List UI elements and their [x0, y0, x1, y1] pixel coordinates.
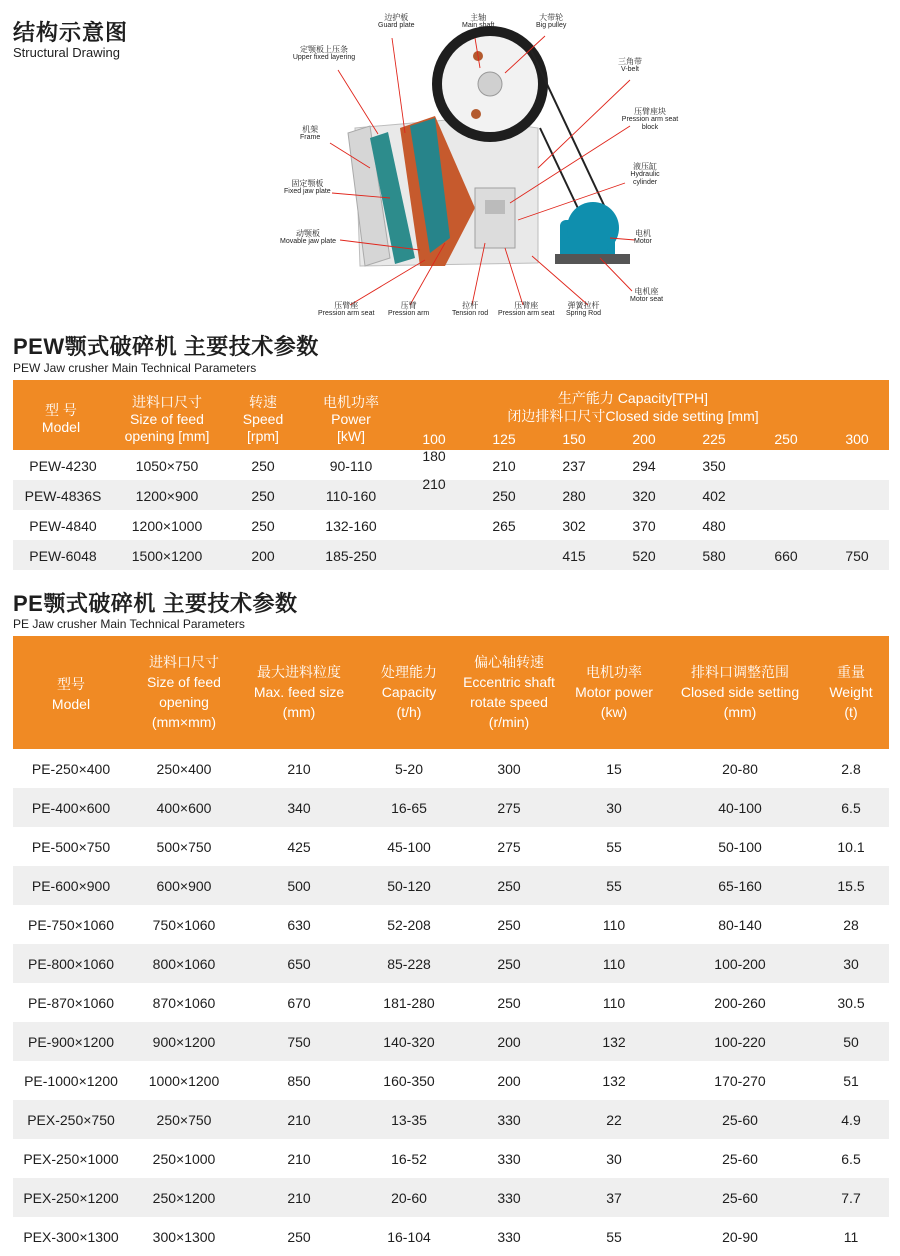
pe-cell-max-feed: 500 — [287, 878, 311, 894]
pe-cell-max-feed: 850 — [287, 1073, 311, 1089]
pew-cell-c100: 180 — [422, 448, 446, 464]
pe-cell-feed: 300×1300 — [152, 1229, 216, 1245]
pew-head-gap-125: 125 — [492, 431, 516, 447]
pe-row — [13, 749, 889, 788]
pe-cell-feed: 750×1060 — [152, 917, 216, 933]
pe-cell-motor-power: 37 — [606, 1190, 622, 1206]
pe-cell-max-feed: 250 — [287, 1229, 311, 1245]
label-fixed-jaw-plate: 固定颚板 Fixed jaw plate — [284, 179, 331, 195]
pe-cell-feed: 250×1200 — [152, 1190, 216, 1206]
pe-cell-speed: 300 — [497, 761, 521, 777]
motor-seat-shape — [555, 254, 630, 264]
pe-row — [13, 788, 889, 827]
pew-cell-c225: 580 — [702, 548, 726, 564]
pe-cell-closed-side: 80-140 — [718, 917, 762, 933]
pe-cell-speed: 200 — [497, 1034, 521, 1050]
pe-cell-closed-side: 20-90 — [722, 1229, 758, 1245]
label-guard-plate: 边护板 Guard plate — [378, 13, 415, 29]
pe-table-header — [13, 636, 889, 749]
pe-cell-motor-power: 55 — [606, 1229, 622, 1245]
pe-cell-model: PE-800×1060 — [27, 956, 115, 972]
jaw-crusher-diagram — [270, 8, 690, 326]
pe-row — [13, 1100, 889, 1139]
pe-cell-weight: 2.8 — [841, 761, 861, 777]
pe-cell-speed: 330 — [497, 1190, 521, 1206]
pew-cell-speed: 250 — [251, 488, 275, 504]
pew-cell-feed: 1050×750 — [135, 458, 199, 474]
pe-cell-closed-side: 50-100 — [718, 839, 762, 855]
pew-row — [13, 540, 889, 570]
pe-row — [13, 1061, 889, 1100]
pe-cell-max-feed: 340 — [287, 800, 311, 816]
pew-table — [13, 380, 889, 570]
pe-head-eccentric: 偏心轴转速 Eccentric shaft rotate speed (r/min) — [463, 654, 555, 730]
pew-head-closed-side: 闭边排料口尺寸Closed side setting [mm] — [507, 408, 759, 424]
pe-cell-capacity: 16-104 — [387, 1229, 431, 1245]
pew-cell-speed: 250 — [251, 458, 275, 474]
pew-cell-c150: 280 — [562, 488, 586, 504]
pe-cell-max-feed: 210 — [287, 1190, 311, 1206]
pew-cell-feed: 1500×1200 — [131, 548, 203, 564]
pe-cell-max-feed: 425 — [287, 839, 311, 855]
label-hydraulic-cylinder: 液压缸 Hydraulic cylinder — [630, 162, 660, 186]
pew-head-gap-225: 225 — [702, 431, 726, 447]
pew-title-cn: PEW颚式破碎机 主要技术参数 — [13, 334, 319, 359]
pew-head-speed: 转速 Speed [rpm] — [242, 394, 284, 444]
pew-table-header — [13, 380, 889, 450]
pe-cell-max-feed: 210 — [287, 761, 311, 777]
pew-head-power: 电机功率 Power [kW] — [323, 394, 379, 444]
pe-cell-capacity: 52-208 — [387, 917, 431, 933]
pe-cell-model: PEX-250×1200 — [23, 1190, 119, 1206]
pe-cell-feed: 250×1000 — [152, 1151, 216, 1167]
pe-table — [13, 636, 889, 1256]
pew-row — [13, 510, 889, 540]
pe-cell-speed: 250 — [497, 956, 521, 972]
label-big-pulley: 大带轮 Big pulley — [536, 13, 567, 29]
pe-head-motor-power: 电机功率 Motor power (kw) — [575, 664, 653, 720]
pe-cell-capacity: 160-350 — [383, 1073, 435, 1089]
pew-title-en: PEW Jaw crusher Main Technical Parameters — [13, 361, 257, 375]
pe-cell-weight: 15.5 — [837, 878, 865, 894]
pe-cell-motor-power: 55 — [606, 839, 622, 855]
pe-table-body — [13, 749, 889, 1256]
pew-cell-power: 185-250 — [325, 548, 377, 564]
pe-cell-model: PEX-300×1300 — [23, 1229, 119, 1245]
pe-head-max-feed: 最大进料粒度 Max. feed size (mm) — [253, 664, 345, 720]
pe-cell-motor-power: 132 — [602, 1034, 626, 1050]
pe-head-capacity: 处理能力 Capacity (t/h) — [381, 664, 437, 720]
pe-cell-model: PE-250×400 — [31, 761, 111, 777]
pe-cell-closed-side: 25-60 — [722, 1151, 758, 1167]
label-upper-fixed-layering: 定颚板上压条 Upper fixed layering — [292, 45, 356, 61]
pe-cell-weight: 51 — [843, 1073, 859, 1089]
pe-cell-closed-side: 100-220 — [714, 1034, 766, 1050]
pew-cell-model: PEW-6048 — [29, 548, 97, 564]
pe-cell-motor-power: 22 — [606, 1112, 622, 1128]
pe-cell-closed-side: 100-200 — [714, 956, 766, 972]
pe-head-closed-side: 排料口调整范围 Closed side setting (mm) — [680, 664, 800, 720]
pe-row — [13, 905, 889, 944]
pe-cell-model: PE-900×1200 — [27, 1034, 115, 1050]
pew-head-model: 型 号 Model — [41, 402, 81, 435]
pew-cell-model: PEW-4836S — [24, 488, 102, 504]
pe-cell-speed: 330 — [497, 1112, 521, 1128]
pe-cell-motor-power: 55 — [606, 878, 622, 894]
pe-cell-capacity: 20-60 — [391, 1190, 427, 1206]
pe-row — [13, 1139, 889, 1178]
pe-cell-feed: 500×750 — [156, 839, 212, 855]
pe-cell-max-feed: 210 — [287, 1151, 311, 1167]
pe-cell-feed: 900×1200 — [152, 1034, 216, 1050]
pe-cell-feed: 1000×1200 — [148, 1073, 220, 1089]
pe-row — [13, 1217, 889, 1256]
pew-cell-power: 110-160 — [325, 488, 377, 504]
pe-cell-capacity: 140-320 — [383, 1034, 435, 1050]
label-pression-arm-seat-right: 压臂座 Pression arm seat — [498, 301, 555, 317]
label-pression-arm-seat-block: 压臂座块 Pression arm seat block — [621, 107, 679, 131]
pew-cell-c150: 302 — [562, 518, 586, 534]
structural-title-cn: 结构示意图 — [13, 20, 129, 45]
pe-cell-capacity: 50-120 — [387, 878, 431, 894]
pe-cell-motor-power: 110 — [602, 995, 626, 1011]
label-frame: 机架 Frame — [300, 125, 321, 141]
pe-cell-motor-power: 132 — [602, 1073, 626, 1089]
pe-row — [13, 866, 889, 905]
pe-cell-model: PEX-250×1000 — [23, 1151, 119, 1167]
pew-cell-c125: 210 — [492, 458, 516, 474]
pression-arm-block — [475, 188, 515, 248]
pe-cell-weight: 50 — [843, 1034, 859, 1050]
pew-cell-power: 90-110 — [329, 458, 373, 474]
pe-cell-feed: 400×600 — [156, 800, 212, 816]
pe-cell-capacity: 13-35 — [391, 1112, 427, 1128]
label-v-belt: 三角带 V-belt — [618, 57, 642, 73]
label-spring-rod: 弹簧拉杆 Spring Rod — [566, 301, 602, 317]
pe-cell-feed: 250×750 — [156, 1112, 212, 1128]
pew-cell-speed: 200 — [251, 548, 275, 564]
pe-cell-speed: 275 — [497, 800, 521, 816]
pe-cell-closed-side: 170-270 — [714, 1073, 766, 1089]
pe-cell-closed-side: 200-260 — [714, 995, 766, 1011]
pe-cell-speed: 330 — [497, 1229, 521, 1245]
pe-cell-max-feed: 630 — [287, 917, 311, 933]
pew-cell-c200: 370 — [632, 518, 656, 534]
label-motor: 电机 Motor — [634, 229, 652, 245]
pe-cell-speed: 250 — [497, 917, 521, 933]
pulley-hub — [478, 72, 502, 96]
pe-cell-speed: 330 — [497, 1151, 521, 1167]
pe-cell-capacity: 16-52 — [391, 1151, 427, 1167]
pe-cell-max-feed: 670 — [287, 995, 311, 1011]
pew-cell-model: PEW-4840 — [29, 518, 97, 534]
pe-cell-model: PE-1000×1200 — [24, 1073, 118, 1089]
pe-cell-max-feed: 210 — [287, 1112, 311, 1128]
pew-cell-feed: 1200×900 — [135, 488, 199, 504]
pe-cell-motor-power: 110 — [602, 917, 626, 933]
pe-cell-motor-power: 30 — [606, 800, 622, 816]
pe-row — [13, 1022, 889, 1061]
pe-cell-motor-power: 110 — [602, 956, 626, 972]
label-main-shaft: 主轴 Main shaft — [462, 13, 495, 29]
pe-head-feed: 进料口尺寸 Size of feed opening (mm×mm) — [147, 654, 221, 730]
label-pression-arm: 压臂 Pression arm — [388, 301, 430, 317]
pe-cell-weight: 4.9 — [841, 1112, 861, 1128]
pe-cell-weight: 10.1 — [837, 839, 865, 855]
label-movable-jaw-plate: 动颚板 Movable jaw plate — [280, 229, 337, 245]
pe-cell-closed-side: 40-100 — [718, 800, 762, 816]
pe-cell-capacity: 181-280 — [383, 995, 435, 1011]
pew-cell-c200: 320 — [632, 488, 656, 504]
pe-cell-weight: 28 — [843, 917, 859, 933]
pew-cell-c250: 660 — [774, 548, 798, 564]
label-tension-rod: 拉杆 Tension rod — [452, 301, 489, 317]
pe-cell-closed-side: 65-160 — [718, 878, 762, 894]
pe-cell-speed: 250 — [497, 995, 521, 1011]
pe-cell-closed-side: 20-80 — [722, 761, 758, 777]
pe-row — [13, 827, 889, 866]
pew-head-gap-150: 150 — [562, 431, 586, 447]
pe-row — [13, 1178, 889, 1217]
pew-cell-model: PEW-4230 — [29, 458, 97, 474]
pe-cell-motor-power: 15 — [606, 761, 622, 777]
pe-cell-capacity: 45-100 — [387, 839, 431, 855]
pew-cell-c150: 415 — [562, 548, 586, 564]
label-pression-arm-seat-left: 压臂座 Pression arm seat — [318, 301, 375, 317]
pe-title-en: PE Jaw crusher Main Technical Parameters — [13, 617, 245, 631]
pe-cell-model: PE-500×750 — [31, 839, 111, 855]
pe-cell-motor-power: 30 — [606, 1151, 622, 1167]
motor-casing — [567, 202, 619, 254]
pe-cell-capacity: 16-65 — [391, 800, 427, 816]
pew-cell-c125: 265 — [492, 518, 516, 534]
pe-cell-model: PE-750×1060 — [27, 917, 115, 933]
pew-head-feed: 进料口尺寸 Size of feed opening [mm] — [124, 394, 210, 444]
pe-cell-capacity: 5-20 — [394, 761, 424, 777]
pe-cell-model: PE-400×600 — [31, 800, 111, 816]
pew-row — [13, 476, 889, 510]
pe-cell-model: PE-870×1060 — [27, 995, 115, 1011]
pe-cell-speed: 250 — [497, 878, 521, 894]
pew-head-capacity: 生产能力 Capacity[TPH] — [557, 390, 709, 406]
pe-cell-feed: 870×1060 — [152, 995, 216, 1011]
pew-head-gap-100: 100 — [422, 431, 446, 447]
pe-head-weight: 重量 Weight (t) — [829, 664, 873, 720]
pew-cell-c225: 480 — [702, 518, 726, 534]
pe-cell-weight: 6.5 — [841, 800, 861, 816]
pew-cell-c225: 350 — [702, 458, 726, 474]
pe-head-model: 型号 Model — [51, 676, 91, 712]
pe-cell-weight: 30 — [843, 956, 859, 972]
pe-cell-max-feed: 650 — [287, 956, 311, 972]
pe-cell-capacity: 85-228 — [387, 956, 431, 972]
pe-row — [13, 944, 889, 983]
pe-cell-model: PEX-250×750 — [27, 1112, 115, 1128]
pe-cell-weight: 6.5 — [841, 1151, 861, 1167]
pe-title-cn: PE颚式破碎机 主要技术参数 — [13, 591, 298, 616]
pew-cell-c200: 520 — [632, 548, 656, 564]
pe-cell-weight: 30.5 — [837, 995, 865, 1011]
pe-row — [13, 983, 889, 1022]
pew-cell-c125: 250 — [492, 488, 516, 504]
pe-cell-feed: 800×1060 — [152, 956, 216, 972]
pew-head-gap-200: 200 — [632, 431, 656, 447]
pew-head-gap-250: 250 — [774, 431, 798, 447]
pew-cell-c300: 750 — [845, 548, 869, 564]
pe-cell-max-feed: 750 — [287, 1034, 311, 1050]
pe-cell-feed: 600×900 — [156, 878, 212, 894]
pe-cell-weight: 7.7 — [841, 1190, 861, 1206]
pew-cell-feed: 1200×1000 — [131, 518, 203, 534]
pe-cell-feed: 250×400 — [156, 761, 212, 777]
pew-cell-c150: 237 — [562, 458, 586, 474]
pew-cell-c200: 294 — [632, 458, 656, 474]
pew-cell-power: 132-160 — [325, 518, 377, 534]
pew-head-gap-300: 300 — [845, 431, 869, 447]
pe-cell-speed: 200 — [497, 1073, 521, 1089]
pe-cell-model: PE-600×900 — [31, 878, 111, 894]
label-motor-seat: 电机座 Motor seat — [630, 287, 664, 303]
pew-cell-c100: 210 — [422, 476, 446, 492]
pe-cell-closed-side: 25-60 — [722, 1190, 758, 1206]
structural-title-en: Structural Drawing — [13, 45, 120, 60]
pe-cell-weight: 11 — [843, 1229, 859, 1245]
pe-cell-speed: 275 — [497, 839, 521, 855]
pe-cell-closed-side: 25-60 — [722, 1112, 758, 1128]
pew-cell-speed: 250 — [251, 518, 275, 534]
pew-cell-c225: 402 — [702, 488, 726, 504]
